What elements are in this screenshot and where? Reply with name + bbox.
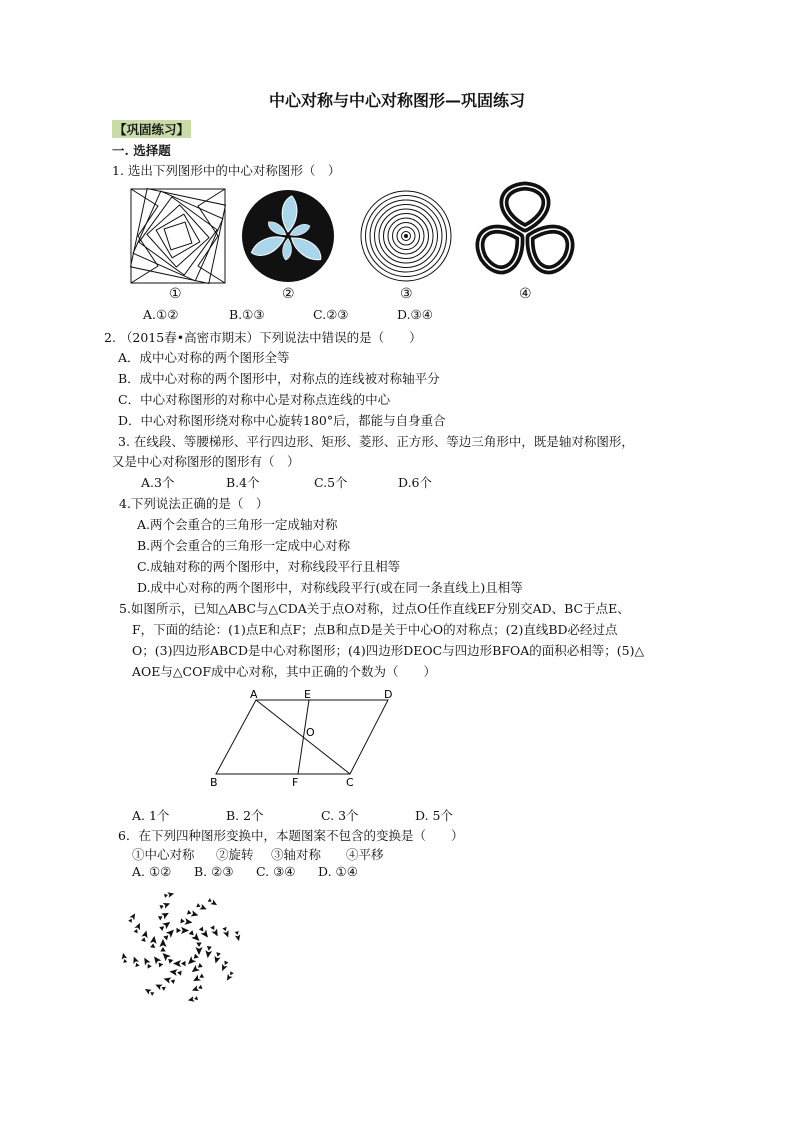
- q6-transform-1: ①中心对称: [132, 847, 195, 862]
- q5-point-e: E: [304, 688, 311, 701]
- q6-option-a: A. ①②: [132, 864, 172, 879]
- fish-motif-22: [140, 930, 149, 943]
- q6-option-d: D. ①④: [318, 864, 358, 879]
- q1-figure-4-triquetra: [473, 180, 577, 284]
- q2-option-c: C．中心对称图形的对称中心是对称点连线的中心: [118, 392, 391, 407]
- fish-motif-9: [187, 995, 198, 1003]
- q1-option-d: D.③④: [397, 307, 433, 322]
- fish-motif-10: [173, 960, 186, 967]
- fish-motif-32: [187, 909, 200, 918]
- fish-motif-29: [164, 891, 175, 899]
- q1-figure-label-4: ④: [519, 286, 532, 302]
- q6-transform-3: ③轴对称: [271, 847, 322, 862]
- fish-motif-3: [219, 960, 229, 972]
- fish-motif-15: [160, 950, 174, 964]
- q1-stem: 1. 选出下列图形中的中心对称图形（ ）: [112, 163, 341, 178]
- fish-motif-39: [234, 931, 242, 942]
- fish-motif-8: [191, 984, 203, 993]
- fish-motif-31: [180, 918, 193, 926]
- section-heading: 一. 选择题: [112, 143, 171, 158]
- q4-option-c: C.成轴对称的两个图形中，对称线段平行且相等: [137, 559, 401, 574]
- q1-figure-label-3: ③: [400, 286, 413, 302]
- q1-option-b: B.①③: [229, 307, 265, 322]
- q5-parallelogram-figure: [200, 686, 410, 794]
- fish-motif-33: [196, 902, 208, 912]
- q6-option-b: B. ②③: [194, 864, 234, 879]
- q5-point-o: O: [306, 726, 315, 739]
- page-title: 中心对称与中心对称图形—巩固练习: [268, 91, 525, 110]
- fish-motif-20: [159, 939, 166, 952]
- fish-motif-23: [133, 922, 143, 934]
- fish-motif-7: [192, 973, 205, 984]
- fish-motif-36: [198, 926, 211, 940]
- q5-stem-line-1: 5.如图所示，已知△ABC与△CDA关于点O对称，过点O任作直线EF分别交AD、BC于点E、: [119, 601, 630, 616]
- fish-motif-6: [190, 962, 204, 975]
- fish-motif-25: [163, 927, 177, 941]
- q4-option-d: D.成中心对称的两个图形中，对称线段平行(或在同一条直线上)且相等: [137, 580, 523, 595]
- fish-motif-12: [163, 976, 176, 985]
- q2-option-b: B．成中心对称的两个图形中，对称点的连线被对称轴平分: [118, 371, 440, 386]
- q5-point-d: D: [384, 688, 393, 701]
- q3-stem-line-1: 3. 在线段、等腰梯形、平行四边形、矩形、菱形、正方形、等边三角形中，既是轴对称图形，: [118, 434, 634, 449]
- q5-stem-line-3: O；(3)四边形ABCD是中心对称图形；(4)四边形DEOC与四边形BFOA的面积必相等；(5)△: [132, 643, 645, 658]
- fish-motif-11: [169, 968, 182, 976]
- fish-motif-13: [154, 982, 166, 992]
- fish-motif-16: [151, 954, 164, 968]
- fish-motif-27: [158, 910, 171, 921]
- fish-motif-14: [143, 987, 154, 997]
- q2-stem: 2. （2015春•高密市期末）下列说法中错误的是（ ）: [104, 330, 422, 345]
- q5-option-c: C. 3个: [321, 808, 359, 823]
- q4-stem: 4.下列说法正确的是（ ）: [119, 496, 269, 511]
- q5-option-b: B. 2个: [226, 808, 264, 823]
- q6-fish-pattern-figure: [106, 882, 256, 1012]
- fish-motif-4: [224, 971, 234, 982]
- q6-transform-2: ②旋转: [216, 847, 254, 862]
- q1-option-c: C.②③: [313, 307, 349, 322]
- fish-motif-17: [141, 956, 152, 969]
- fish-motif-2: [212, 952, 221, 965]
- fish-motif-24: [128, 912, 138, 923]
- fish-motif-21: [149, 935, 157, 948]
- q4-option-b: B.两个会重合的三角形一定成中心对称: [137, 538, 351, 553]
- q5-option-d: D. 5个: [415, 808, 453, 823]
- q1-figure-label-2: ②: [282, 286, 295, 302]
- q6-transform-4: ④平移: [346, 847, 384, 862]
- q5-point-a: A: [250, 688, 258, 701]
- q1-option-a: A.①②: [143, 307, 179, 322]
- q5-option-a: A. 1个: [132, 808, 170, 823]
- q6-stem: 6．在下列四种图形变换中，本题图案不包含的变换是（ ）: [118, 828, 464, 843]
- q3-option-d: D.6个: [398, 475, 433, 490]
- fish-motif-1: [204, 946, 212, 959]
- q5-stem-line-4: AOE与△COF成中心对称，其中正确的个数为（ ）: [132, 664, 436, 679]
- q3-stem-line-2: 又是中心对称图形的图形有（ ）: [112, 454, 300, 469]
- fish-motif-37: [209, 925, 220, 938]
- fish-motif-19: [120, 952, 128, 963]
- q6-option-c: C. ③④: [256, 864, 296, 879]
- fish-motif-28: [159, 901, 171, 910]
- fish-motif-30: [177, 927, 190, 934]
- q3-option-a: A.3个: [141, 475, 175, 490]
- fish-motif-38: [222, 927, 231, 939]
- q2-option-a: A．成中心对称的两个图形全等: [118, 350, 290, 365]
- section-tag: 【巩固练习】: [114, 122, 190, 137]
- q1-figure-label-1: ①: [169, 286, 182, 302]
- fish-motif-35: [188, 930, 202, 944]
- q5-stem-line-2: F，下面的结论：(1)点E和点F；点B和点D是关于中心O的对称点；(2)直线BD必经过点: [132, 622, 618, 637]
- q5-point-c: C: [346, 776, 354, 789]
- fish-motif-26: [159, 919, 173, 932]
- q1-figure-3-concentric-circles: [358, 188, 454, 284]
- q1-figure-1-nested-squares: [130, 188, 226, 284]
- q5-point-b: B: [210, 776, 218, 789]
- fish-motif-34: [207, 898, 218, 908]
- q3-option-b: B.4个: [226, 475, 260, 490]
- fish-motif-18: [131, 955, 140, 967]
- fish-motif-5: [185, 953, 199, 967]
- fish-motif-0: [195, 943, 202, 956]
- q4-option-a: A.两个会重合的三角形一定成轴对称: [137, 517, 338, 532]
- q1-figure-2-petal-disc: [240, 188, 336, 284]
- q5-point-f: F: [292, 776, 299, 789]
- q3-option-c: C.5个: [314, 475, 348, 490]
- q2-option-d: D．中心对称图形绕对称中心旋转180°后，都能与自身重合: [118, 413, 446, 428]
